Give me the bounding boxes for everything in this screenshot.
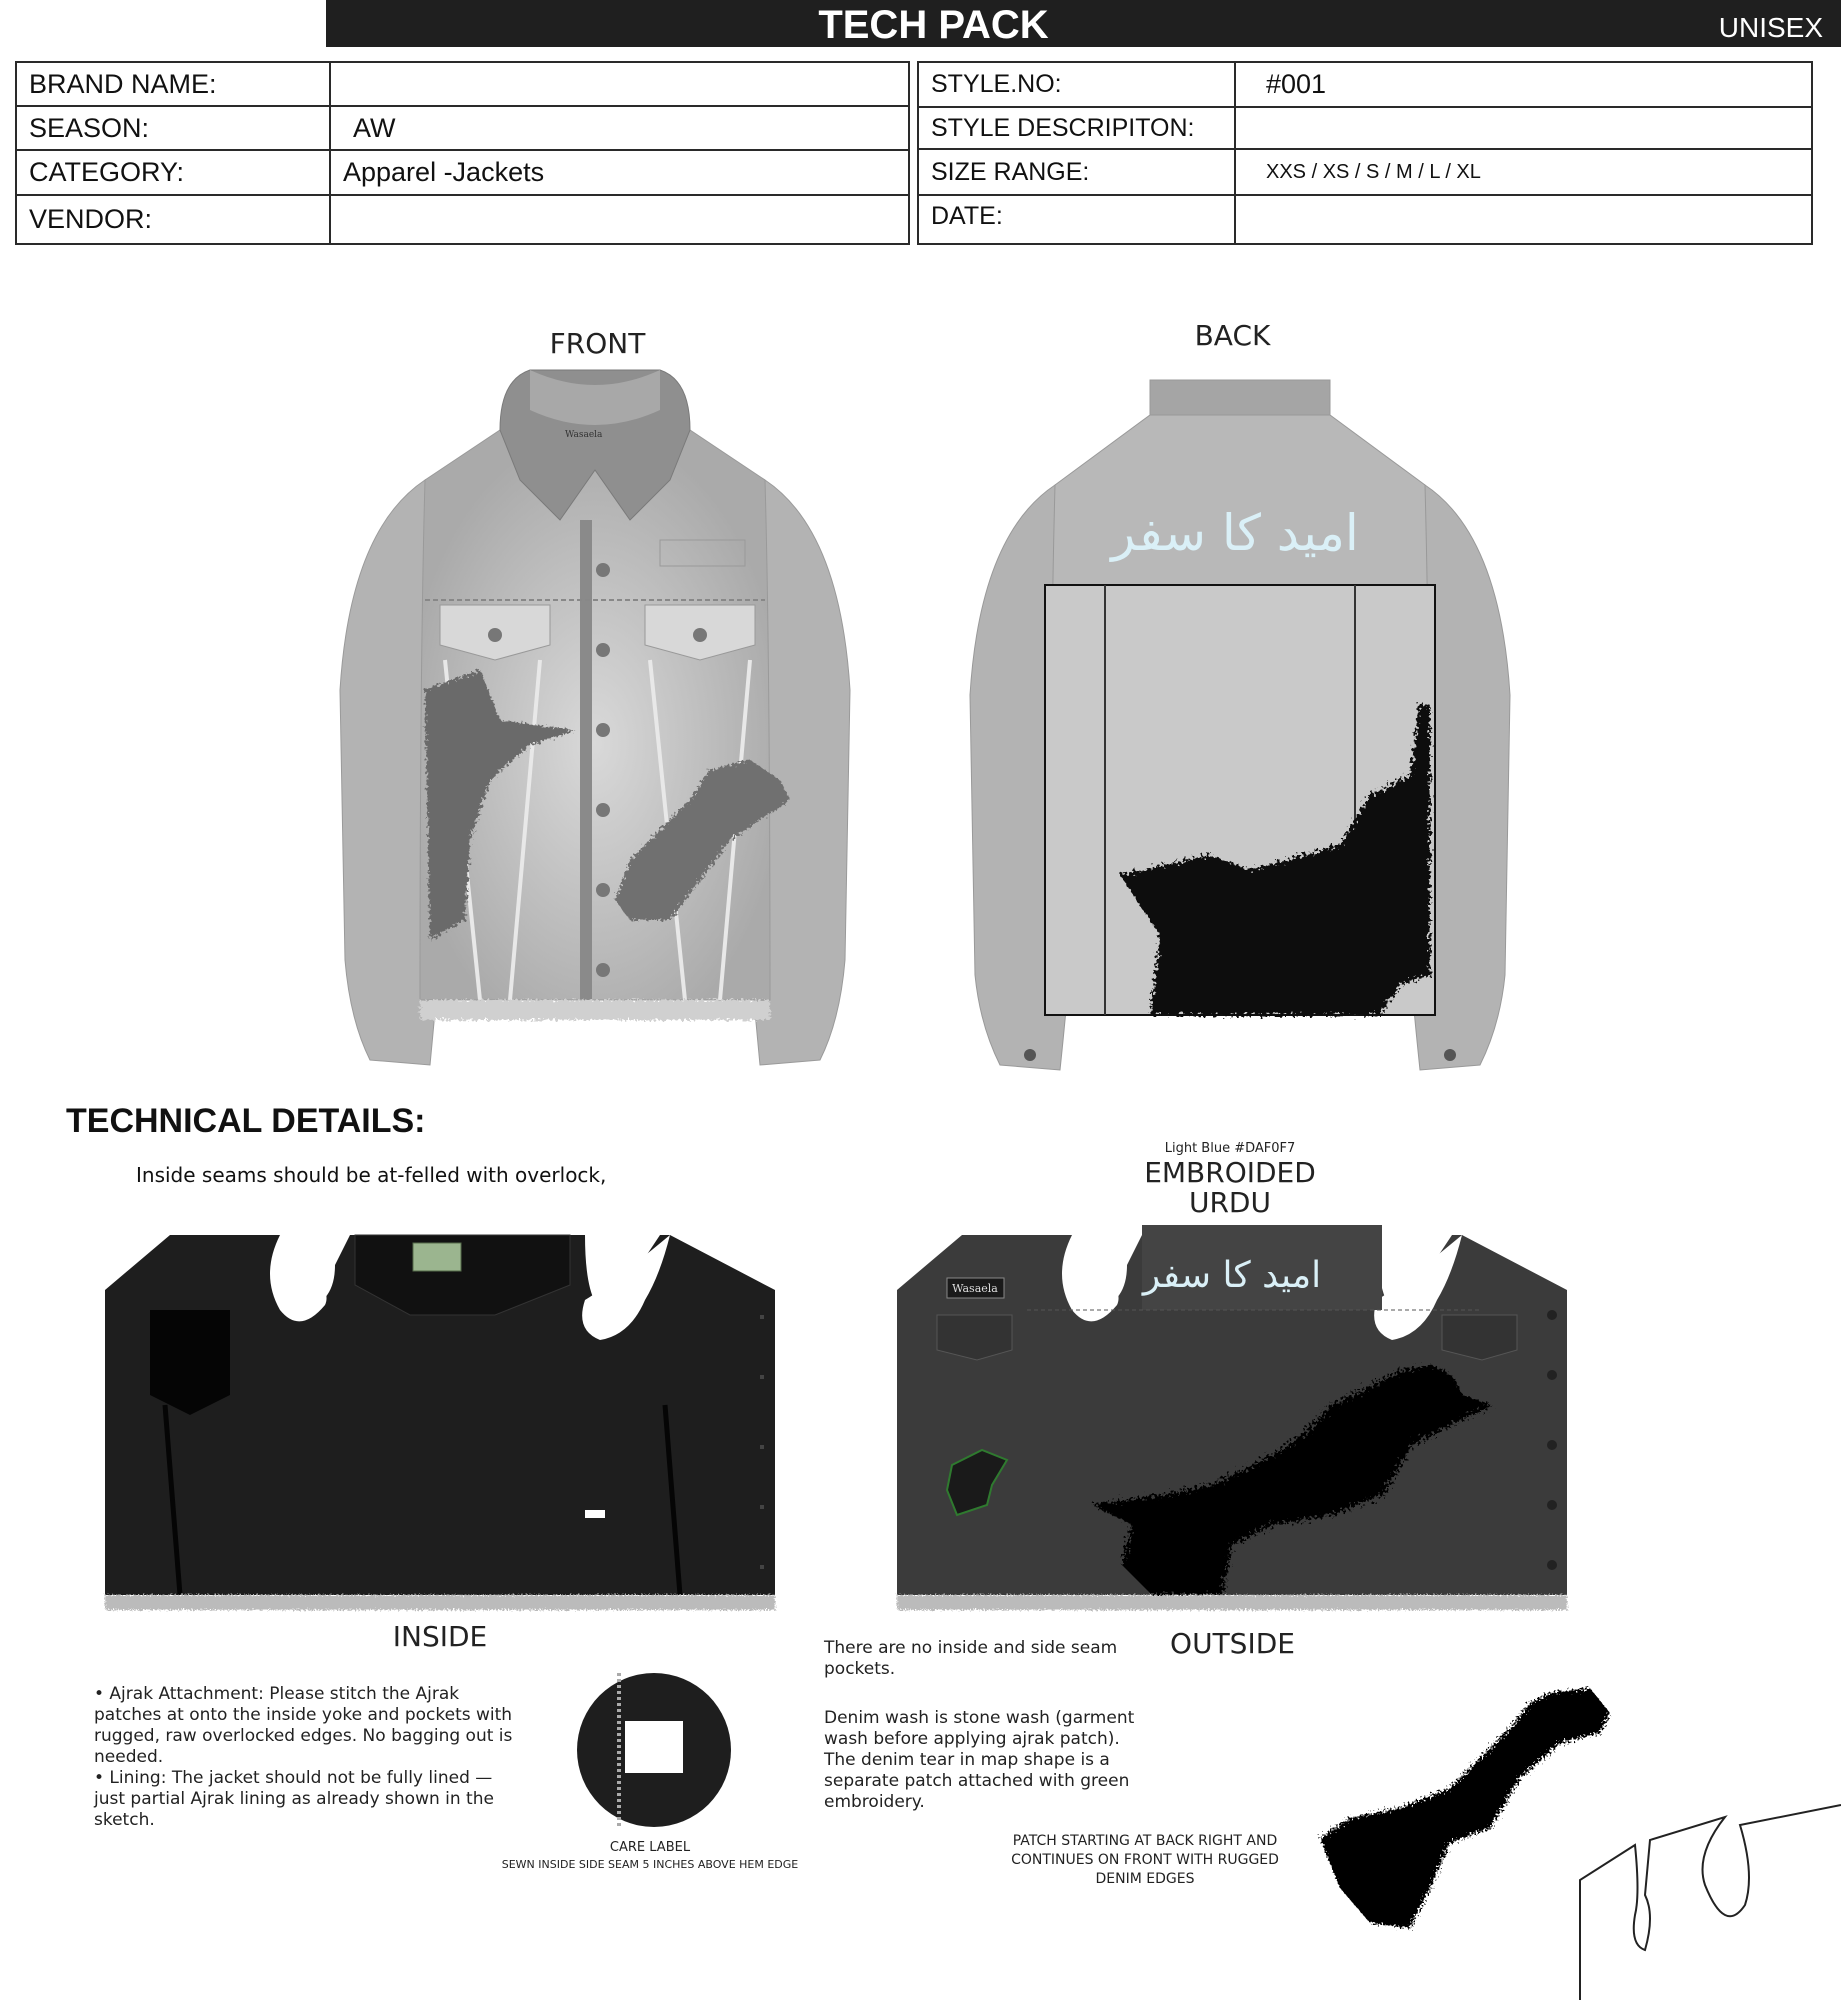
care-label-diagram bbox=[577, 1673, 732, 1828]
patch-placement-note: PATCH STARTING AT BACK RIGHT AND CONTINUES ON FRONT WITH RUGGED DENIM EDGES bbox=[1011, 1833, 1279, 1887]
style-no-label: STYLE.NO: bbox=[918, 62, 1235, 107]
outside-urdu-embroidery: امید کا سفر bbox=[1142, 1255, 1322, 1296]
back-view-label: BACK bbox=[1194, 319, 1271, 352]
style-description-value bbox=[1235, 107, 1812, 149]
brand-name-value bbox=[330, 62, 909, 106]
embroidery-color-note: Light Blue #DAF0F7 bbox=[1164, 1141, 1296, 1156]
outside-jacket-sketch bbox=[892, 1205, 1572, 1625]
size-range-value: XXS / XS / S / M / L / XL bbox=[1235, 149, 1812, 195]
vendor-value bbox=[330, 195, 909, 244]
season-value: AW bbox=[330, 106, 909, 150]
brand-name-label: BRAND NAME: bbox=[16, 62, 330, 106]
info-row-style-description bbox=[918, 107, 1812, 149]
front-neck-label: Wasaela bbox=[565, 430, 603, 440]
style-description-label: STYLE DESCRIPITON: bbox=[918, 107, 1235, 149]
category-label: CATEGORY: bbox=[16, 150, 330, 195]
info-row-category bbox=[16, 150, 909, 195]
unisex-badge: UNISEX bbox=[1718, 12, 1823, 43]
back-jacket-sketch bbox=[960, 375, 1520, 1095]
care-label-note: SEWN INSIDE SIDE SEAM 5 INCHES ABOVE HEM EDGE bbox=[501, 1858, 799, 1871]
info-row-season bbox=[16, 106, 909, 150]
page-title: TECH PACK bbox=[818, 3, 1049, 47]
lining-note: • Lining: The jacket should not be fully lined — just partial Ajrak lining as already shown in the sketch. bbox=[94, 1768, 494, 1830]
category-value: Apparel -Jackets bbox=[330, 150, 909, 195]
front-jacket-sketch bbox=[330, 360, 860, 1095]
vendor-label: VENDOR: bbox=[16, 195, 330, 244]
partial-pattern-outline bbox=[1575, 1795, 1841, 2000]
date-label: DATE: bbox=[918, 195, 1235, 244]
date-value bbox=[1235, 195, 1812, 244]
info-row-style-no bbox=[918, 62, 1812, 107]
season-label: SEASON: bbox=[16, 106, 330, 150]
inside-jacket-sketch bbox=[100, 1205, 780, 1625]
size-range-label: SIZE RANGE: bbox=[918, 149, 1235, 195]
info-row-vendor bbox=[16, 195, 909, 244]
info-row-brand bbox=[16, 62, 909, 106]
back-urdu-embroidery: امید کا سفر bbox=[1111, 504, 1359, 562]
header-bar bbox=[326, 0, 1841, 47]
info-row-date bbox=[918, 195, 1812, 244]
outside-view-label: OUTSIDE bbox=[1170, 1627, 1295, 1660]
info-table-right bbox=[917, 61, 1813, 245]
embroidered-label-line1: EMBROIDED bbox=[1144, 1156, 1316, 1189]
denim-wash-note: Denim wash is stone wash (garment wash before applying ajrak patch). The denim tear in map shape is a separate patch attached with green embroidery. bbox=[824, 1708, 1135, 1812]
inside-seams-note: Inside seams should be at-felled with overlock, bbox=[136, 1163, 607, 1187]
outside-brand-label: Wasaela bbox=[952, 1282, 998, 1295]
no-pockets-note: There are no inside and side seam pockets. bbox=[824, 1638, 1118, 1679]
embroidered-label-line2: URDU bbox=[1188, 1186, 1271, 1219]
inside-view-label: INSIDE bbox=[392, 1620, 488, 1653]
ajrak-attachment-note: • Ajrak Attachment: Please stitch the Ajrak patches at onto the inside yoke and pockets with rugged, raw overlocked edges. No bagging out is needed. bbox=[94, 1684, 513, 1767]
info-table-left bbox=[15, 61, 910, 245]
style-no-value: #001 bbox=[1235, 62, 1812, 107]
care-label-title: CARE LABEL bbox=[609, 1840, 691, 1855]
front-view-label: FRONT bbox=[549, 327, 646, 360]
info-row-size-range bbox=[918, 149, 1812, 195]
technical-details-title: TECHNICAL DETAILS: bbox=[66, 1102, 426, 1140]
